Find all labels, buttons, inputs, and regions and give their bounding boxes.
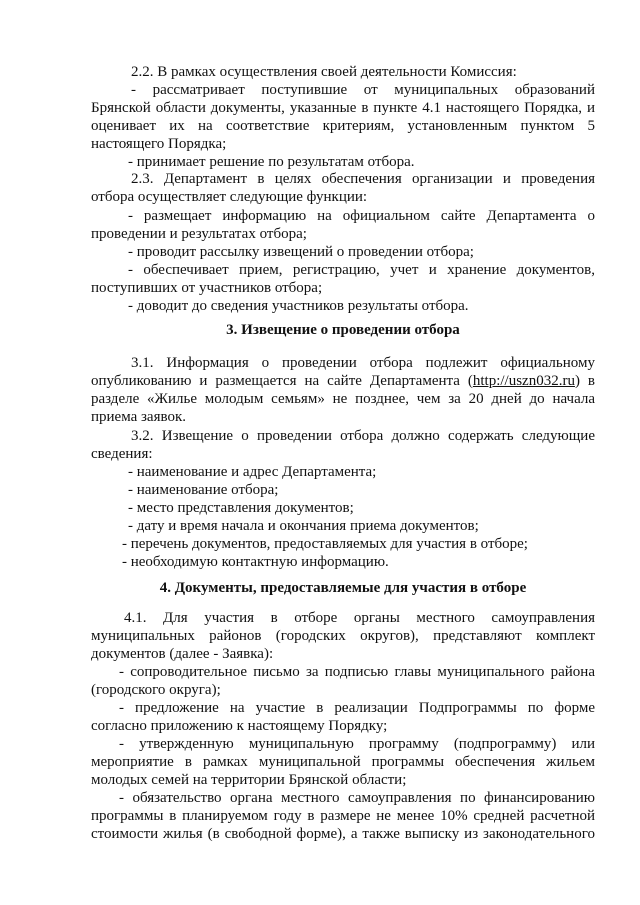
list-item: - необходимую контактную информацию. bbox=[122, 554, 389, 570]
paragraph-line: муниципальных районов (городских округов), представляют комплект bbox=[91, 628, 595, 644]
list-item: - перечень документов, предоставляемых для участия в отборе; bbox=[122, 536, 528, 552]
list-item: - наименование и адрес Департамента; bbox=[128, 464, 377, 480]
paragraph-line: (городского округа); bbox=[91, 682, 221, 698]
list-item: - доводит до сведения участников результаты отбора. bbox=[128, 298, 469, 314]
paragraph-3-1-heading: 3.1. Информация о проведении отбора подлежит официальному bbox=[131, 355, 595, 371]
list-item: - наименование отбора; bbox=[128, 482, 279, 498]
paragraph-line: Брянской области документы, указанные в пункте 4.1 настоящего Порядка, и bbox=[91, 100, 595, 116]
section-heading-3: 3. Извещение о проведении отбора bbox=[226, 322, 460, 338]
site-link[interactable]: http://uszn032.ru bbox=[472, 373, 575, 389]
paragraph-4-1-heading: 4.1. Для участия в отборе органы местного самоуправления bbox=[124, 610, 595, 626]
list-item: - обеспечивает прием, регистрацию, учет и хранение документов, bbox=[128, 262, 595, 278]
paragraph-line: документов (далее - Заявка): bbox=[91, 646, 274, 662]
paragraph-line: разделе «Жилье молодым семьям» не позднее, чем за 20 дней до начала bbox=[91, 391, 595, 407]
paragraph-line: мероприятие в рамках муниципальной программы обеспечения жильем bbox=[91, 754, 595, 770]
list-item: - дату и время начала и окончания приема документов; bbox=[128, 518, 479, 534]
paragraph-2-2-heading: 2.2. В рамках осуществления своей деятельности Комиссия: bbox=[131, 64, 517, 80]
list-item: - размещает информацию на официальном сайте Департамента о bbox=[128, 208, 595, 224]
paragraph-line: стоимости жилья (в свободной форме), а также выписку из законодательного bbox=[91, 826, 595, 842]
paragraph-3-2-heading: 3.2. Извещение о проведении отбора должно содержать следующие bbox=[131, 428, 595, 444]
paragraph-line: программы в планируемом году в размере не менее 10% средней расчетной bbox=[91, 808, 595, 824]
paragraph-2-3-heading: 2.3. Департамент в целях обеспечения организации и проведения bbox=[131, 171, 595, 187]
list-item: - проводит рассылку извещений о проведении отбора; bbox=[128, 244, 474, 260]
section-heading-4: 4. Документы, предоставляемые для участия в отборе bbox=[159, 580, 527, 596]
list-item: - место представления документов; bbox=[128, 500, 354, 516]
paragraph-line: отбора осуществляет следующие функции: bbox=[91, 189, 368, 205]
list-item: - сопроводительное письмо за подписью главы муниципального района bbox=[119, 664, 595, 680]
list-item: - предложение на участие в реализации Подпрограммы по форме bbox=[119, 700, 595, 716]
list-item: - утвержденную муниципальную программу (подпрограмму) или bbox=[119, 736, 595, 752]
paragraph-line bbox=[91, 372, 595, 390]
paragraph-line: сведения: bbox=[91, 446, 153, 462]
text-segment: ) в bbox=[574, 373, 595, 389]
paragraph-line: поступивших от участников отбора; bbox=[91, 280, 323, 296]
paragraph-line: - рассматривает поступившие от муниципальных образований bbox=[131, 82, 595, 98]
paragraph-line: оценивает их на соответствие критериям, установленным пунктом 5 bbox=[91, 118, 595, 134]
list-item: - принимает решение по результатам отбора. bbox=[128, 154, 415, 170]
list-item: - обязательство органа местного самоуправления по финансированию bbox=[119, 790, 595, 806]
paragraph-line: настоящего Порядка; bbox=[91, 136, 227, 152]
text-segment: опубликованию и размещается на сайте Департамента ( bbox=[91, 373, 473, 389]
paragraph-line: молодых семей на территории Брянской области; bbox=[91, 772, 407, 788]
paragraph-line: проведении и результатах отбора; bbox=[91, 226, 307, 242]
paragraph-line: приема заявок. bbox=[91, 409, 187, 425]
paragraph-line: согласно приложению к настоящему Порядку; bbox=[91, 718, 388, 734]
